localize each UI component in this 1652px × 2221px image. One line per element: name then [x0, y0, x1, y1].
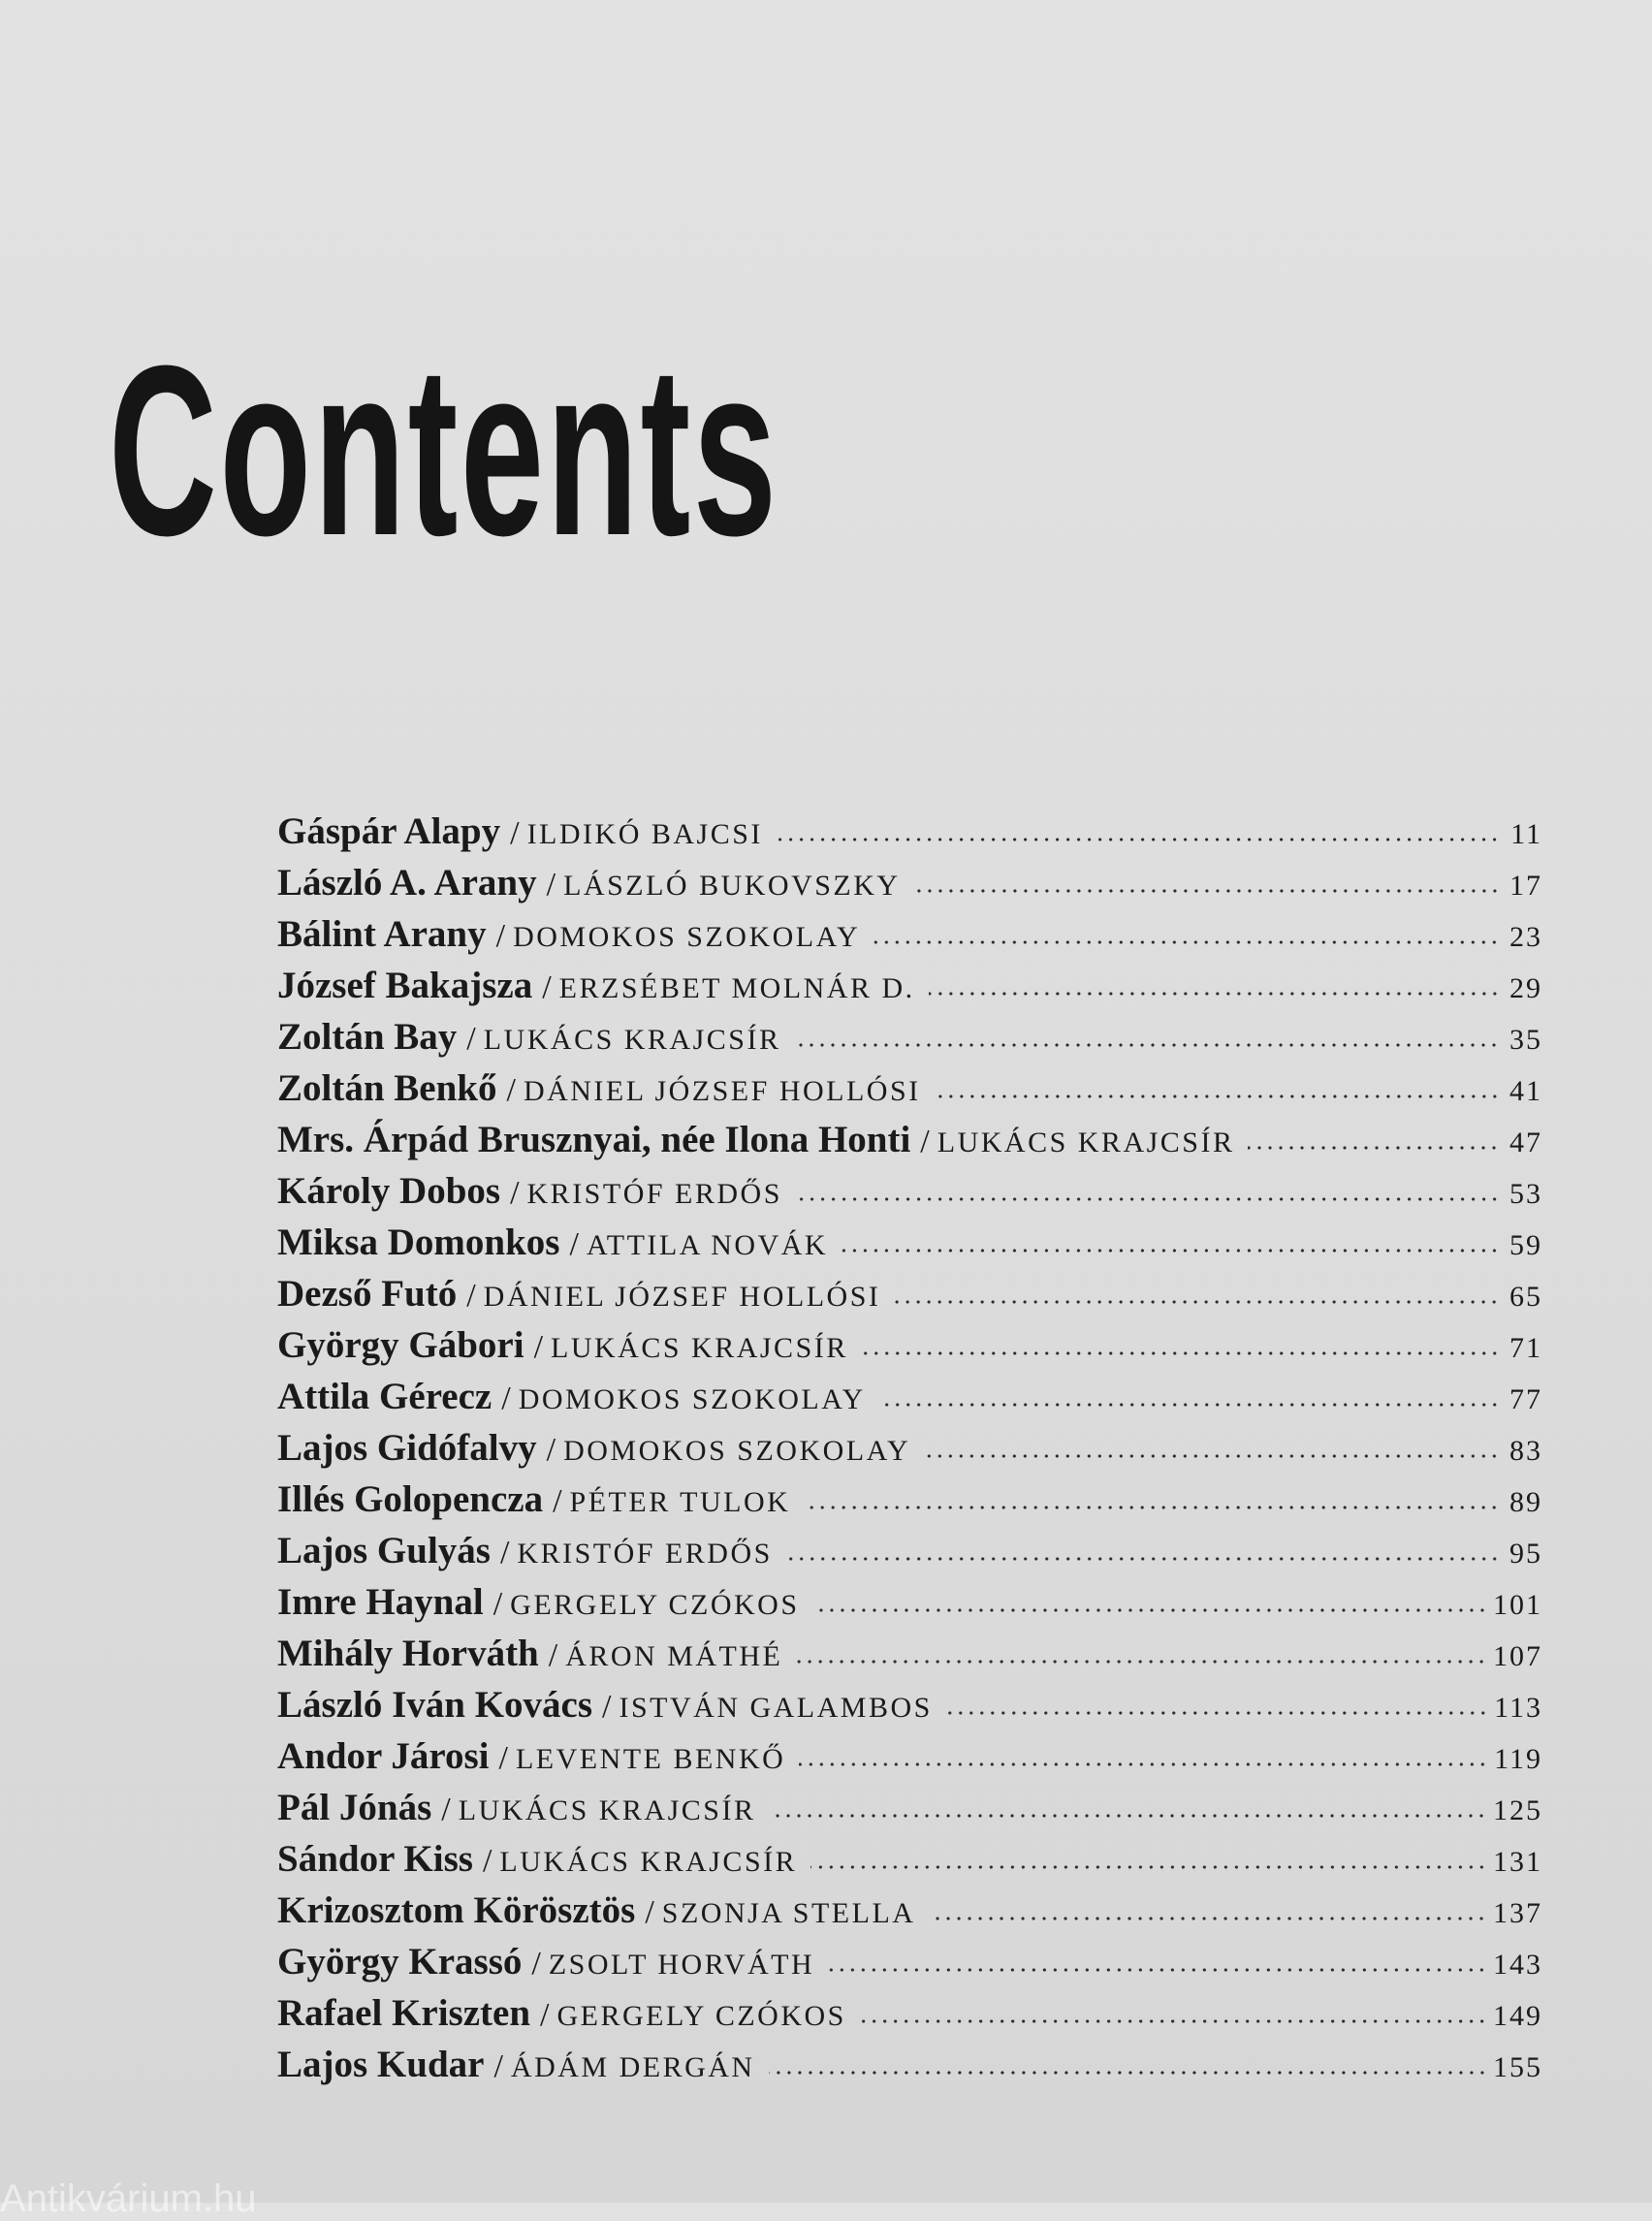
toc-author: ATTILA NOVÁK [586, 1229, 829, 1261]
toc-separator: / [920, 1124, 930, 1159]
toc-subject: József Bakajsza [277, 965, 533, 1006]
dot-leader [935, 1095, 1500, 1098]
toc-author: SZONJA STELLA [661, 1897, 916, 1929]
dot-leader [769, 1814, 1487, 1818]
watermark: Antikvárium.hu [0, 2177, 257, 2220]
dot-leader [924, 1454, 1500, 1458]
toc-subject: Mrs. Árpád Brusznyai, née Ilona Honti [277, 1119, 911, 1160]
toc-entry [277, 1323, 1542, 1375]
toc-author: DOMOKOS SZOKOLAY [513, 921, 861, 953]
toc-author: ZSOLT HORVÁTH [548, 1949, 815, 1981]
dot-leader [929, 992, 1500, 996]
toc-page-number: 101 [1493, 1589, 1542, 1621]
toc-page-number: 95 [1509, 1538, 1542, 1570]
toc-separator: / [645, 1894, 654, 1930]
toc-entry [277, 2043, 1542, 2094]
toc-author: DÁNIEL JÓZSEF HOLLÓSI [523, 1075, 921, 1107]
toc-entry [277, 1940, 1542, 1991]
toc-subject: Andor Járosi [277, 1735, 490, 1777]
toc-separator: / [542, 969, 552, 1005]
toc-subject: Dezső Futó [277, 1273, 458, 1315]
dot-leader [862, 1351, 1500, 1355]
toc-author: DOMOKOS SZOKOLAY [563, 1435, 911, 1467]
toc-author: LUKÁCS KRAJCSÍR [551, 1332, 848, 1364]
toc-subject: Zoltán Benkő [277, 1067, 497, 1109]
dot-leader [894, 1300, 1500, 1304]
toc-page-number: 71 [1509, 1332, 1542, 1364]
table-of-contents [277, 809, 1542, 2094]
toc-entry [277, 861, 1542, 912]
dot-leader [796, 1197, 1500, 1201]
toc-author: GERGELY CZÓKOS [556, 2000, 846, 2032]
toc-author: KRISTÓF ERDŐS [517, 1538, 773, 1570]
toc-separator: / [553, 1483, 562, 1519]
toc-page-number: 143 [1493, 1949, 1542, 1981]
toc-subject: Rafael Kriszten [277, 1992, 531, 2034]
toc-author: DOMOKOS SZOKOLAY [518, 1383, 866, 1415]
toc-author: LUKÁCS KRAJCSÍR [499, 1846, 798, 1878]
toc-entry [277, 1786, 1542, 1837]
toc-entry [277, 1991, 1542, 2043]
toc-entry [277, 1632, 1542, 1683]
toc-page-number: 137 [1493, 1897, 1542, 1929]
toc-separator: / [466, 1278, 476, 1314]
toc-page-number: 11 [1510, 818, 1542, 850]
toc-author: LEVENTE BENKŐ [515, 1743, 786, 1775]
toc-entry [277, 1580, 1542, 1632]
toc-subject: Sándor Kiss [277, 1838, 473, 1880]
toc-author: LUKÁCS KRAJCSÍR [937, 1126, 1235, 1158]
toc-author: GERGELY CZÓKOS [510, 1589, 800, 1621]
toc-separator: / [499, 1535, 510, 1571]
toc-entry [277, 1375, 1542, 1426]
toc-page-number: 29 [1509, 972, 1542, 1004]
toc-author: LUKÁCS KRAJCSÍR [458, 1794, 756, 1826]
dot-leader [810, 1865, 1487, 1869]
toc-entry [277, 1837, 1542, 1888]
toc-subject: Mihály Horváth [277, 1633, 539, 1674]
dot-leader [804, 1506, 1500, 1509]
dot-leader [769, 2071, 1487, 2075]
toc-entry [277, 809, 1542, 861]
dot-leader [874, 940, 1500, 944]
toc-page-number: 107 [1493, 1640, 1542, 1672]
dot-leader [794, 1043, 1500, 1047]
toc-subject: László A. Arany [277, 862, 537, 904]
toc-separator: / [510, 815, 520, 851]
toc-separator: / [482, 1843, 492, 1879]
toc-separator: / [495, 918, 506, 954]
toc-separator: / [546, 1432, 556, 1468]
toc-page-number: 113 [1494, 1692, 1542, 1724]
toc-separator: / [493, 2048, 503, 2084]
toc-page-number: 35 [1509, 1024, 1542, 1056]
dot-leader [813, 1608, 1487, 1612]
toc-subject: Krizosztom Körösztös [277, 1889, 636, 1931]
toc-subject: Lajos Kudar [277, 2044, 485, 2085]
toc-subject: László Iván Kovács [277, 1684, 593, 1726]
toc-separator: / [498, 1740, 508, 1776]
toc-page-number: 155 [1493, 2051, 1542, 2083]
toc-author: ERZSÉBET MOLNÁR D. [558, 972, 915, 1004]
page-title: Contents [109, 315, 779, 586]
toc-entry [277, 1477, 1542, 1529]
toc-separator: / [533, 1329, 544, 1365]
toc-separator: / [441, 1792, 451, 1827]
toc-entry [277, 1272, 1542, 1323]
toc-author: LUKÁCS KRAJCSÍR [483, 1024, 781, 1056]
toc-entry [277, 1683, 1542, 1734]
toc-separator: / [466, 1021, 476, 1057]
dot-leader [796, 1660, 1487, 1664]
toc-page-number: 149 [1493, 2000, 1542, 2032]
toc-subject: Illés Golopencza [277, 1478, 544, 1520]
toc-page-number: 47 [1509, 1126, 1542, 1158]
toc-subject: Pál Jónás [277, 1787, 432, 1828]
toc-entry [277, 1118, 1542, 1169]
toc-separator: / [510, 1175, 520, 1211]
toc-subject: Gáspár Alapy [277, 810, 501, 852]
toc-subject: Attila Gérecz [277, 1376, 492, 1417]
dot-leader [946, 1711, 1488, 1715]
toc-subject: Imre Haynal [277, 1581, 484, 1623]
toc-page-number: 65 [1509, 1281, 1542, 1313]
dot-leader [860, 2019, 1487, 2023]
toc-entry [277, 1015, 1542, 1066]
toc-subject: Lajos Gulyás [277, 1530, 491, 1571]
toc-separator: / [531, 1946, 541, 1982]
toc-subject: György Gábori [277, 1324, 524, 1366]
dot-leader [929, 1917, 1487, 1920]
toc-entry [277, 964, 1542, 1015]
toc-separator: / [602, 1689, 612, 1725]
toc-separator: / [548, 1637, 558, 1673]
dot-leader [828, 1968, 1487, 1972]
toc-subject: Zoltán Bay [277, 1016, 458, 1058]
toc-author: ÁDÁM DERGÁN [510, 2051, 755, 2083]
dot-leader [777, 838, 1500, 841]
toc-page-number: 89 [1509, 1486, 1542, 1518]
dot-leader [879, 1403, 1500, 1407]
toc-author: KRISTÓF ERDŐS [526, 1178, 782, 1210]
toc-author: ILDIKÓ BAJCSI [526, 818, 763, 850]
toc-entry [277, 1734, 1542, 1786]
toc-author: ÁRON MÁTHÉ [565, 1640, 783, 1672]
toc-separator: / [540, 1997, 550, 2033]
dot-leader [786, 1557, 1500, 1561]
toc-entry [277, 1066, 1542, 1118]
toc-author: PÉTER TULOK [569, 1486, 791, 1518]
toc-subject: György Krassó [277, 1941, 523, 1983]
toc-author: ISTVÁN GALAMBOS [619, 1692, 933, 1724]
toc-entry [277, 912, 1542, 964]
dot-leader [914, 889, 1500, 893]
toc-separator: / [569, 1226, 579, 1262]
dot-leader [799, 1762, 1488, 1766]
toc-subject: Károly Dobos [277, 1170, 501, 1212]
toc-page-number: 83 [1509, 1435, 1542, 1467]
toc-page-number: 125 [1493, 1794, 1542, 1826]
toc-separator: / [506, 1072, 516, 1108]
toc-subject: Bálint Arany [277, 913, 487, 955]
toc-entry [277, 1888, 1542, 1940]
toc-page-number: 77 [1509, 1383, 1542, 1415]
toc-entry [277, 1169, 1542, 1221]
toc-entry [277, 1529, 1542, 1580]
toc-page-number: 41 [1509, 1075, 1542, 1107]
toc-author: DÁNIEL JÓZSEF HOLLÓSI [483, 1281, 881, 1313]
dot-leader [842, 1249, 1500, 1253]
toc-separator: / [546, 867, 556, 903]
toc-separator: / [501, 1380, 511, 1416]
toc-entry [277, 1221, 1542, 1272]
toc-author: LÁSZLÓ BUKOVSZKY [563, 870, 901, 902]
toc-page-number: 17 [1509, 870, 1542, 902]
dot-leader [1248, 1146, 1500, 1150]
toc-subject: Miksa Domonkos [277, 1222, 560, 1263]
toc-page-number: 53 [1509, 1178, 1542, 1210]
toc-page-number: 119 [1494, 1743, 1542, 1775]
toc-page-number: 59 [1509, 1229, 1542, 1261]
toc-subject: Lajos Gidófalvy [277, 1427, 537, 1469]
toc-entry [277, 1426, 1542, 1477]
toc-separator: / [492, 1586, 503, 1622]
toc-page-number: 23 [1509, 921, 1542, 953]
toc-page-number: 131 [1493, 1846, 1542, 1878]
